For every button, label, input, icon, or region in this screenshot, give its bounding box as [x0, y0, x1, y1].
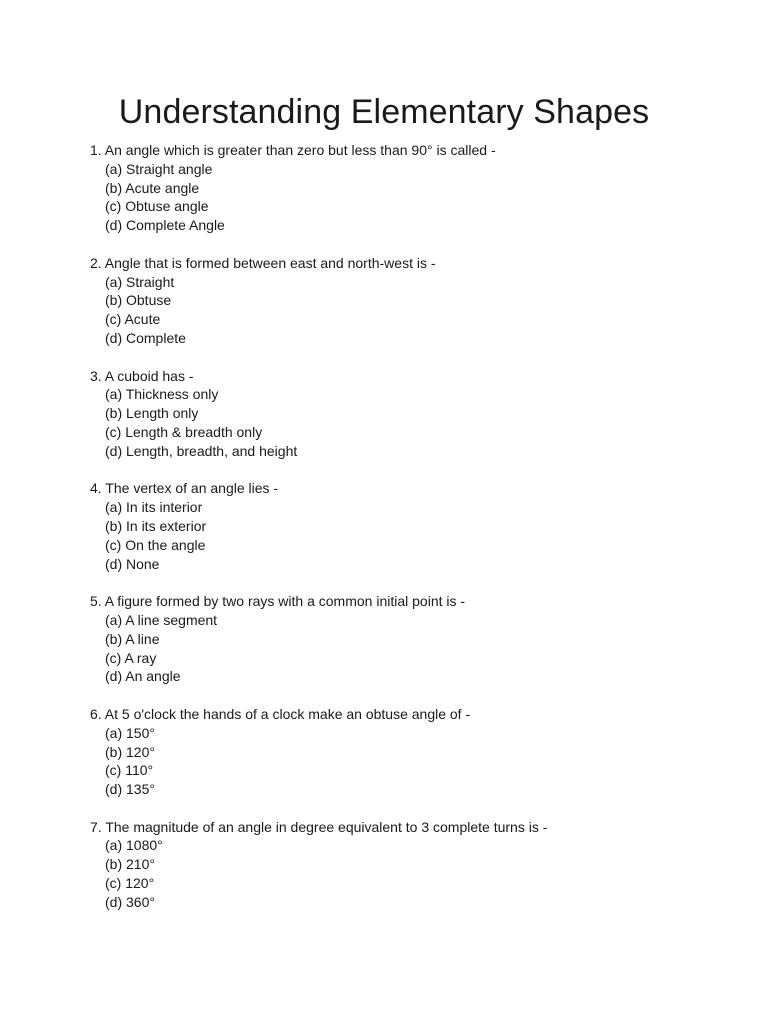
- option-c: (c) Length & breadth only: [105, 423, 263, 440]
- option-a: (a) 150°: [105, 724, 155, 741]
- option-d: (d) Complete Angle: [105, 217, 225, 234]
- option-c: (c) 120°: [105, 875, 155, 892]
- question-3: [90, 367, 730, 461]
- option-c: (c) A ray: [105, 649, 157, 666]
- option-b: (b) 210°: [105, 856, 155, 873]
- option-d: (d) An angle: [105, 668, 181, 685]
- option-c: (c) Obtuse angle: [105, 198, 209, 215]
- option-a: (a) Thickness only: [105, 386, 219, 403]
- question-text: 2. Angle that is formed between east and north-west is -: [90, 254, 436, 271]
- option-d: (d) Complete: [105, 329, 186, 346]
- option-b: (b) Acute angle: [105, 179, 200, 196]
- question-1: [90, 141, 730, 235]
- question-2: [90, 254, 730, 348]
- option-a: (a) 1080°: [105, 837, 163, 854]
- question-text: 7. The magnitude of an angle in degree equivalent to 3 complete turns is -: [90, 818, 548, 835]
- question-text: 6. At 5 o'clock the hands of a clock make an obtuse angle of -: [90, 705, 471, 722]
- question-4: [90, 479, 730, 573]
- option-c: (c) 110°: [105, 762, 154, 779]
- question-5: [90, 592, 730, 686]
- option-a: (a) Straight: [105, 273, 175, 290]
- option-d: (d) 360°: [105, 893, 155, 910]
- option-d: (d) 135°: [105, 781, 155, 798]
- option-b: (b) Obtuse: [105, 292, 172, 309]
- option-d: (d) Length, breadth, and height: [105, 442, 298, 459]
- option-b: (b) Length only: [105, 405, 199, 422]
- option-a: (a) In its interior: [105, 499, 203, 516]
- question-text: 1. An angle which is greater than zero but less than 90° is called -: [90, 142, 496, 158]
- option-d: (d) None: [105, 555, 160, 572]
- option-c: (c) On the angle: [105, 536, 206, 553]
- option-a: (a) A line segment: [105, 611, 218, 628]
- question-text: 5. A figure formed by two rays with a common initial point is -: [90, 593, 466, 610]
- question-text: 3. A cuboid has -: [90, 367, 194, 384]
- question-6: [90, 705, 730, 799]
- option-c: (c) Acute: [105, 311, 161, 328]
- question-text: 4. The vertex of an angle lies -: [90, 480, 279, 497]
- question-7: [90, 818, 730, 912]
- option-b: (b) 120°: [105, 743, 155, 760]
- option-b: (b) In its exterior: [105, 517, 207, 534]
- option-b: (b) A line: [105, 630, 160, 647]
- question-list: [90, 141, 730, 930]
- option-a: (a) Straight angle: [105, 160, 213, 177]
- document-title: Understanding Elementary Shapes: [118, 93, 650, 131]
